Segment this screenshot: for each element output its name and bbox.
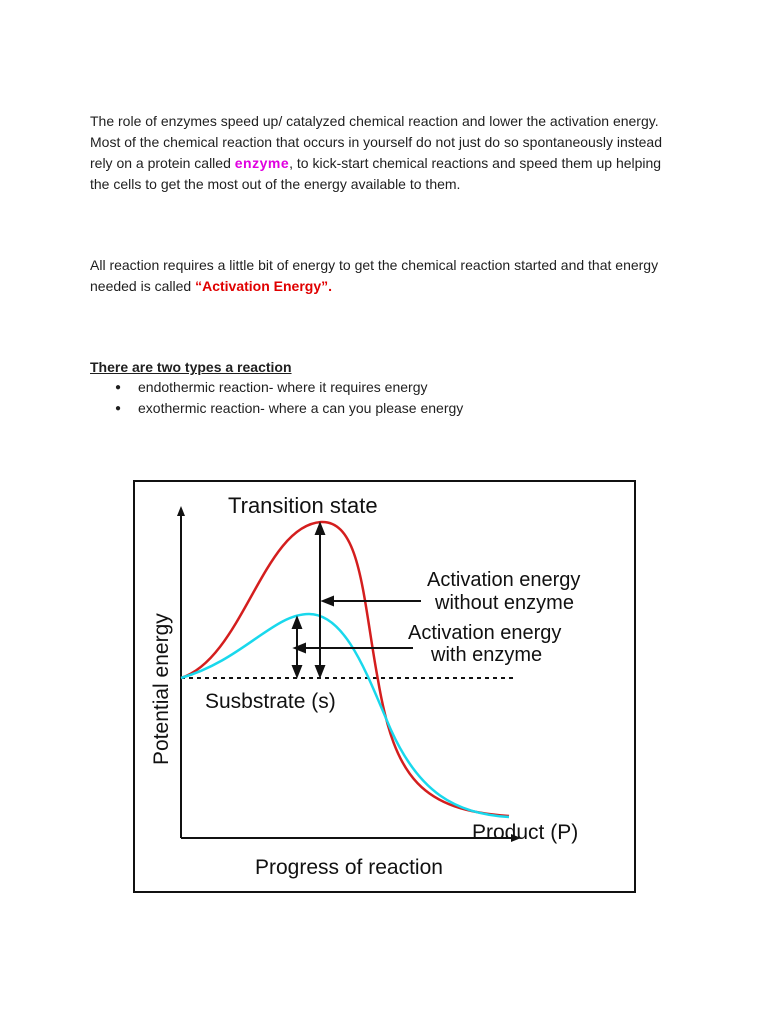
list-item-text: endothermic reaction- where it requires energy bbox=[138, 379, 428, 395]
paragraph-enzyme-role bbox=[90, 111, 680, 195]
substrate-label: Susbstrate (s) bbox=[205, 690, 336, 713]
energy-diagram bbox=[133, 480, 637, 894]
with-enzyme-label: with enzyme bbox=[431, 644, 543, 666]
without-enzyme-label: without enzyme bbox=[435, 592, 574, 614]
activation-energy-with-label: Activation energy bbox=[408, 622, 562, 644]
y-axis-label: Potential energy bbox=[150, 613, 173, 765]
activation-energy-text: All reaction requires a little bit of energy to get the chemical reaction started and that energy needed is called bbox=[90, 257, 659, 294]
list-item-endothermic bbox=[90, 377, 463, 398]
list-item-text: exothermic reaction- where a can you please energy bbox=[138, 400, 464, 416]
enzyme-role-sentence: The role of enzymes speed up/ catalyzed chemical reaction and lower the activation energy. bbox=[90, 113, 659, 129]
enzyme-reliance-text: Most of the chemical reaction that occurs in yourself do not just do so spontaneously instead rely on a protein called bbox=[90, 134, 662, 171]
list-item-exothermic bbox=[90, 398, 463, 419]
bullet-icon: ● bbox=[115, 382, 122, 393]
x-axis-label: Progress of reaction bbox=[255, 856, 443, 879]
types-heading: There are two types a reaction bbox=[90, 359, 292, 375]
bullet-icon: ● bbox=[115, 403, 122, 414]
activation-energy-highlight: “Activation Energy”. bbox=[195, 278, 332, 294]
transition-state-label: Transition state bbox=[228, 493, 378, 518]
activation-energy-without-label: Activation energy bbox=[427, 569, 581, 591]
product-label: Product (P) bbox=[472, 821, 579, 844]
paragraph-activation-energy bbox=[90, 255, 680, 297]
enzyme-reliance-text-end: , to kick-start chemical reactions and speed them up helping the cells to get the most out of the energy available to them. bbox=[90, 155, 662, 192]
enzyme-highlight: enzyme bbox=[234, 155, 290, 171]
reaction-types-list bbox=[90, 377, 463, 419]
